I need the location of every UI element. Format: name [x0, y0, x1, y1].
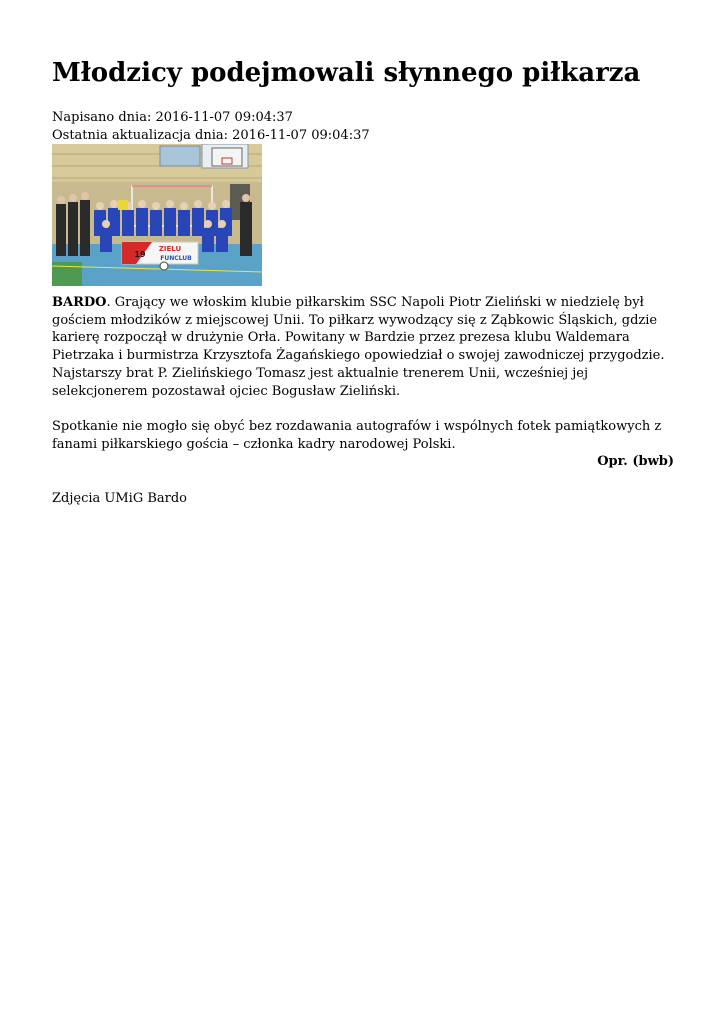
paragraph-2: Spotkanie nie mogło się obyć bez rozdawania autografów i wspólnych fotek pamiątkowych z fanami piłkarskiego gościa – członka kadry narodowej Polski.: [52, 418, 662, 452]
published-date: Napisano dnia: 2016-11-07 09:04:37: [52, 110, 293, 125]
banner-text-bottom: FUNCLUB: [160, 255, 192, 262]
updated-date: Ostatnia aktualizacja dnia: 2016-11-07 09:04:37: [52, 127, 370, 143]
paragraph-1: [52, 294, 674, 400]
article-meta: [52, 109, 370, 144]
article-title: Młodzicy podejmowali słynnego piłkarza: [52, 58, 641, 88]
photo-credit: Zdjęcia UMiG Bardo: [52, 491, 188, 506]
banner-number: 19: [134, 250, 146, 259]
article-photo: [52, 144, 262, 286]
banner-text-top: ZIELU: [158, 245, 182, 253]
article-body: [52, 294, 674, 471]
author-signature: Opr. (bwb): [597, 454, 674, 470]
lead-location: BARDO: [52, 295, 107, 310]
paragraph-1-text: . Grający we włoskim klubie piłkarskim SSC Napoli Piotr Zieliński w niedzielę był gościem młodzików z miejscowej Unii. To piłkarz wywodzący się z Ząbkowic Śląskich, gdzie karierę rozpoczął w drużynie Orła. Powitany w Bardzie przez prezesa klubu Waldemara Pietrzaka i burmistrza Krzysztofa Żagańskiego opowiedział o swojej zawodniczej przygodzie. Najstarszy brat P. Zielińskiego Tomasz jest aktualnie trenerem Unii, wcześniej jej selekcjonerem pozostawał ojciec Bogusław Zieliński.: [52, 295, 665, 399]
